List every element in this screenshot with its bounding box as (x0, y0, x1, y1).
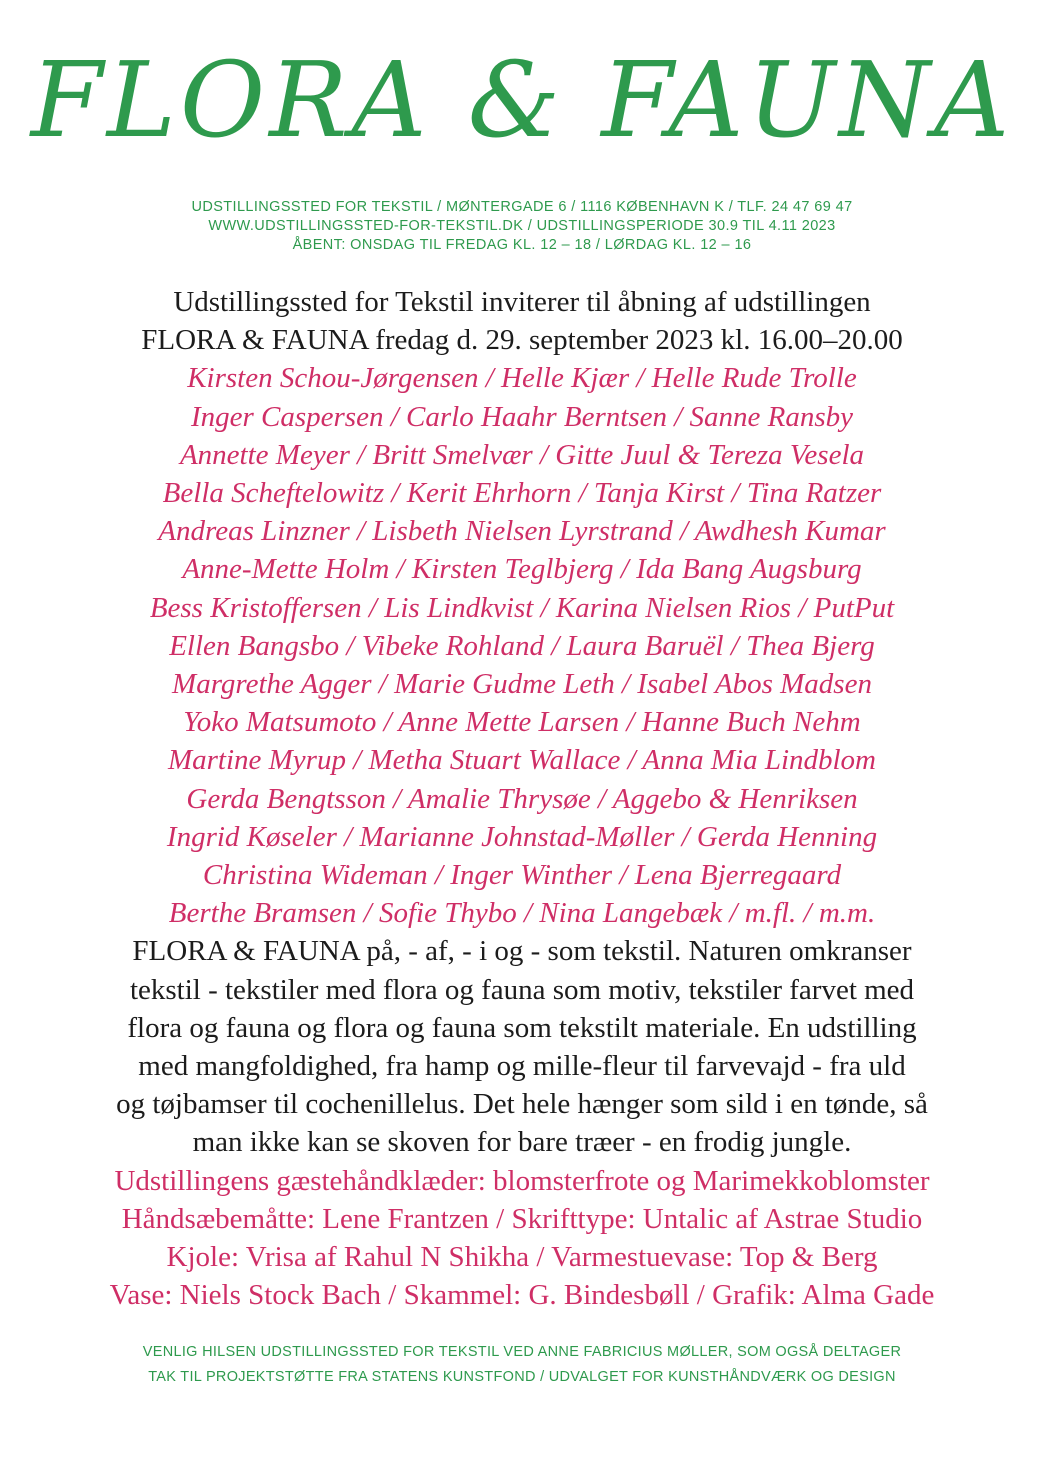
venue-info (0, 198, 1044, 255)
credits-line: Kjole: Vrisa af Rahul N Shikha / Varmestuevase: Top & Berg (166, 1241, 878, 1274)
artist-line: Inger Caspersen / Carlo Haahr Berntsen / Sanne Ransby (190, 400, 854, 433)
artist-line: Ellen Bangsbo / Vibeke Rohland / Laura Baruël / Thea Bjerg (169, 629, 875, 662)
description-line: tekstil - tekstiler med flora og fauna som motiv, tekstiler farvet med (129, 973, 915, 1006)
invitation-line: Udstillingssted for Tekstil inviterer til åbning af udstillingen (173, 286, 871, 318)
venue-website-line: WWW.UDSTILLINGSSTED-FOR-TEKSTIL.DK / UDSTILLINGSPERIODE 30.9 TIL 4.11 2023 (208, 218, 836, 234)
artist-line: Martine Myrup / Metha Stuart Wallace / Anna Mia Lindblom (167, 744, 877, 777)
footer-greeting-line: VENLIG HILSEN UDSTILLINGSSTED FOR TEKSTIL VED ANNE FABRICIUS MØLLER, SOM OGSÅ DELTAGER (142, 1344, 902, 1360)
artist-line: Kirsten Schou-Jørgensen / Helle Kjær / Helle Rude Trolle (187, 362, 857, 395)
description-line: man ikke kan se skoven for bare træer - en frodig jungle. (192, 1126, 852, 1159)
artist-line: Ingrid Køseler / Marianne Johnstad-Møller / Gerda Henning (166, 820, 878, 853)
venue-hours-line: ÅBENT: ONSDAG TIL FREDAG KL. 12 – 18 / LØRDAG KL. 12 – 16 (292, 237, 752, 253)
description-line: FLORA & FAUNA på, - af, - i og - som tekstil. Naturen omkranser (132, 935, 912, 968)
artist-line: Andreas Linzner / Lisbeth Nielsen Lyrstrand / Awdhesh Kumar (158, 515, 886, 548)
description-line: flora og fauna og flora og fauna som tekstilt materiale. En udstilling (127, 1011, 917, 1044)
credits-line: Vase: Niels Stock Bach / Skammel: G. Bindesbøll / Grafik: Alma Gade (109, 1279, 935, 1312)
artist-line: Bella Scheftelowitz / Kerit Ehrhorn / Tanja Kirst / Tina Ratzer (162, 477, 882, 510)
footer-thanks-line: TAK TIL PROJEKTSTØTTE FRA STATENS KUNSTFOND / UDVALGET FOR KUNSTHÅNDVÆRK OG DESIGN (148, 1369, 896, 1385)
artist-line: Gerda Bengtsson / Amalie Thrysøe / Aggebo & Henriksen (186, 782, 858, 815)
artist-line: Margrethe Agger / Marie Gudme Leth / Isabel Abos Madsen (172, 668, 872, 701)
artist-line: Christina Wideman / Inger Winther / Lena Bjerregaard (202, 859, 842, 892)
artist-line: Bess Kristoffersen / Lis Lindkvist / Karina Nielsen Rios / PutPut (149, 591, 895, 624)
venue-address-line: UDSTILLINGSSTED FOR TEKSTIL / MØNTERGADE 6 / 1116 KØBENHAVN K / TLF. 24 47 69 47 (191, 199, 853, 215)
invitation-line: FLORA & FAUNA fredag d. 29. september 2023 kl. 16.00–20.00 (141, 324, 903, 357)
credits-line: Håndsæbemåtte: Lene Frantzen / Skrifttype: Untalic af Astrae Studio (121, 1202, 923, 1235)
poster-title: FLORA & FAUNA (30, 39, 1014, 161)
poster-footer (0, 1340, 1044, 1390)
artist-line: Annette Meyer / Britt Smelvær / Gitte Juul & Tereza Vesela (179, 438, 865, 471)
artist-line: Berthe Bramsen / Sofie Thybo / Nina Langebæk / m.fl. / m.m. (168, 897, 876, 930)
artist-line: Anne-Mette Holm / Kirsten Teglbjerg / Ida Bang Augsburg (182, 553, 862, 586)
artist-line: Yoko Matsumoto / Anne Mette Larsen / Hanne Buch Nehm (183, 706, 861, 739)
description-line: med mangfoldighed, fra hamp og mille-fleur til farvevajd - fra uld (138, 1050, 906, 1083)
poster-body (0, 283, 1044, 1314)
credits-line: Udstillingens gæstehåndklæder: blomsterfrote og Marimekkoblomster (114, 1164, 930, 1197)
description-line: og tøjbamser til cochenillelus. Det hele hænger som sild i en tønde, så (116, 1088, 928, 1121)
